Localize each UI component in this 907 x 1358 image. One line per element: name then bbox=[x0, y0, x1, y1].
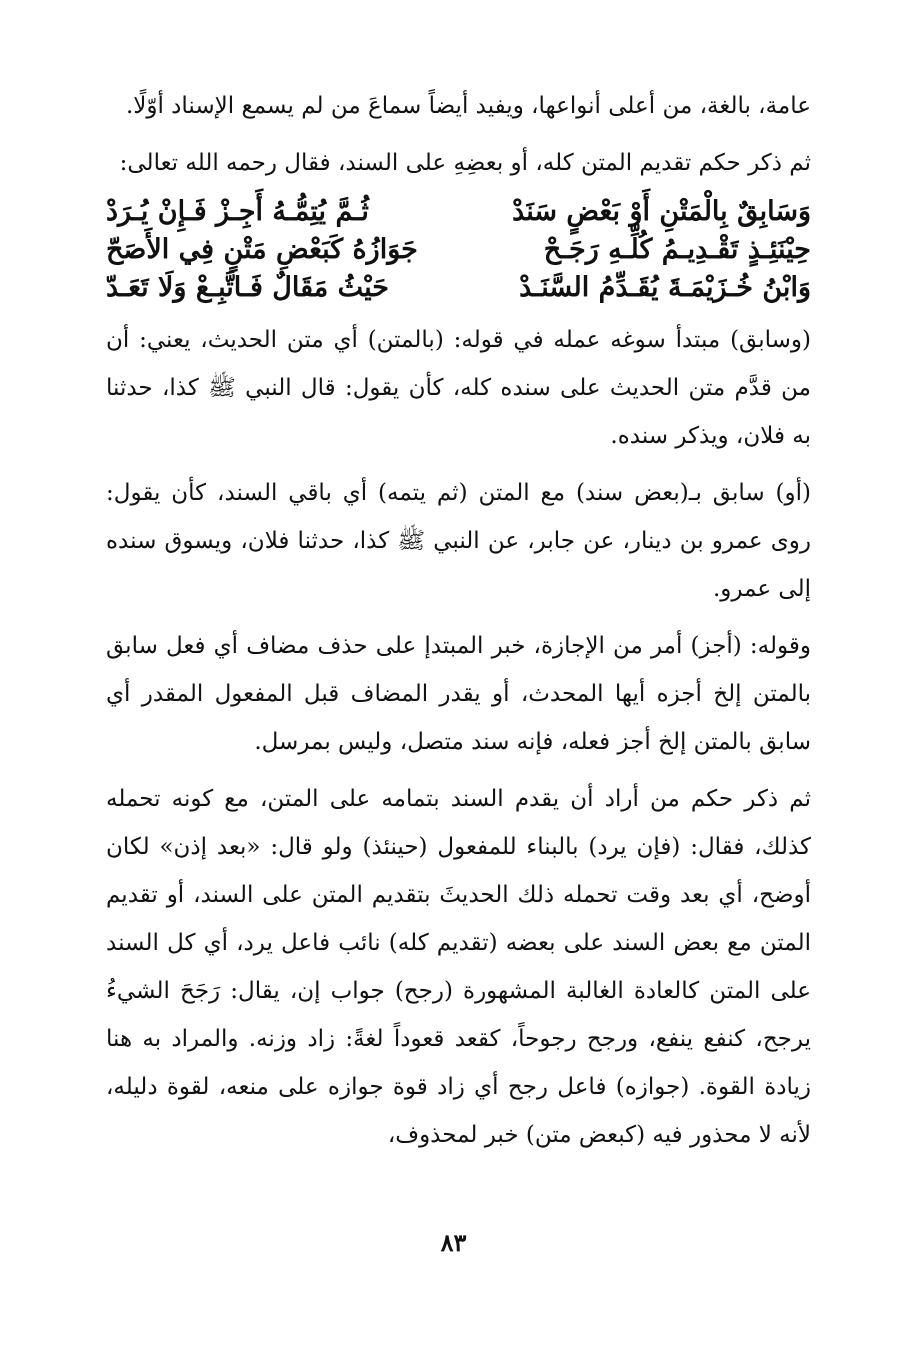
paragraph-commentary-3: وقوله: (أجز) أمر من الإجازة، خبر المبتدإ على حذف مضاف أي فعل سابق بالمتن إلخ أجزه أيها المحدث، أو يقدر المضاف قبل المفعول المقدر أي سابق بالمتن إلخ أجز فعله، فإنه سند متصل، وليس بمرسل. bbox=[106, 633, 811, 755]
poem-verses bbox=[106, 193, 811, 307]
poem-second-hemistich: ثُـمَّ يُتِمُّـهُ أَجِـزْ فَـإِنْ يُـرَدْ bbox=[106, 196, 369, 227]
poem-line bbox=[106, 269, 811, 307]
poem-line bbox=[106, 193, 811, 231]
page-number: ٨٣ bbox=[440, 1228, 467, 1257]
poem-first-hemistich: حِيْنَئِـذٍ تَقْـدِيـمُ كُلِّـهِ رَجَـحْ bbox=[543, 234, 811, 265]
paragraph-commentary-4: ثم ذكر حكم من أراد أن يقدم السند بتمامه على المتن، مع كونه تحمله كذلك، فقال: (فإن يرد) بالبناء للمفعول (حينئذ) ولو قال: «بعد إذن» لكان أوضح، أي بعد وقت تحمله ذلك الحديثَ بتقديم المتن على السند، أو تقديم المتن مع بعض السند على بعضه (تقديم كله) نائب فاعل يرد، أي كل السند على المتن كالعادة الغالبة المشهورة (رجح) جواب إن، يقال: رَجَحَ الشيءُ يرجح، كنفع ينفع، ورجح رجوحاً، كقعد قعوداً لغةً: زاد وزنه. والمراد به هنا زيادة القوة. (جوازه) فاعل رجح أي زاد قوة جوازه على منعه، لقوة دليله، لأنه لا محذور فيه (كبعض متن) خبر لمحذوف، bbox=[106, 786, 811, 1148]
paragraph-commentary-1: (وسابق) مبتدأ سوغه عمله في قوله: (بالمتن) أي متن الحديث، يعني: أن من قدَّم متن الحديث على سنده كله، كأن يقول: قال النبي ﷺ كذا، حدثنا به فلان، ويذكر سنده. bbox=[106, 327, 811, 449]
paragraph-commentary-2: (أو) سابق بـ(بعض سند) مع المتن (ثم يتمه) أي باقي السند، كأن يقول: روى عمرو بن دينار، عن جابر، عن النبي ﷺ كذا، حدثنا فلان، ويسوق سنده إلى عمرو. bbox=[106, 480, 811, 602]
poem-second-hemistich: حَيْثُ مَقَالٌ فَـاتَّبِـعْ وَلَا تَعَـدّ bbox=[106, 272, 389, 303]
poem-first-hemistich: وَسَابِقٌ بِالْمَتْنِ أَوْ بَعْضٍ سَنَدْ bbox=[512, 196, 811, 227]
poem-second-hemistich: جَوَازُهُ كَبَعْضِ مَتْنٍ فِي الأَصَحّ bbox=[106, 234, 418, 265]
poem-line bbox=[106, 231, 811, 269]
paragraph-poem-introduction: ثم ذكر حكم تقديم المتن كله، أو بعضِهِ على السند، فقال رحمه الله تعالى: bbox=[119, 150, 811, 176]
paragraph-intro-continuation: عامة، بالغة، من أعلى أنواعها، ويفيد أيضاً سماعَ من لم يسمع الإسناد أوّلًا. bbox=[125, 93, 811, 119]
poem-first-hemistich: وَابْنُ خُـزَيْمَـةَ يُقَـدِّمُ السَّنَـدْ bbox=[519, 272, 811, 303]
